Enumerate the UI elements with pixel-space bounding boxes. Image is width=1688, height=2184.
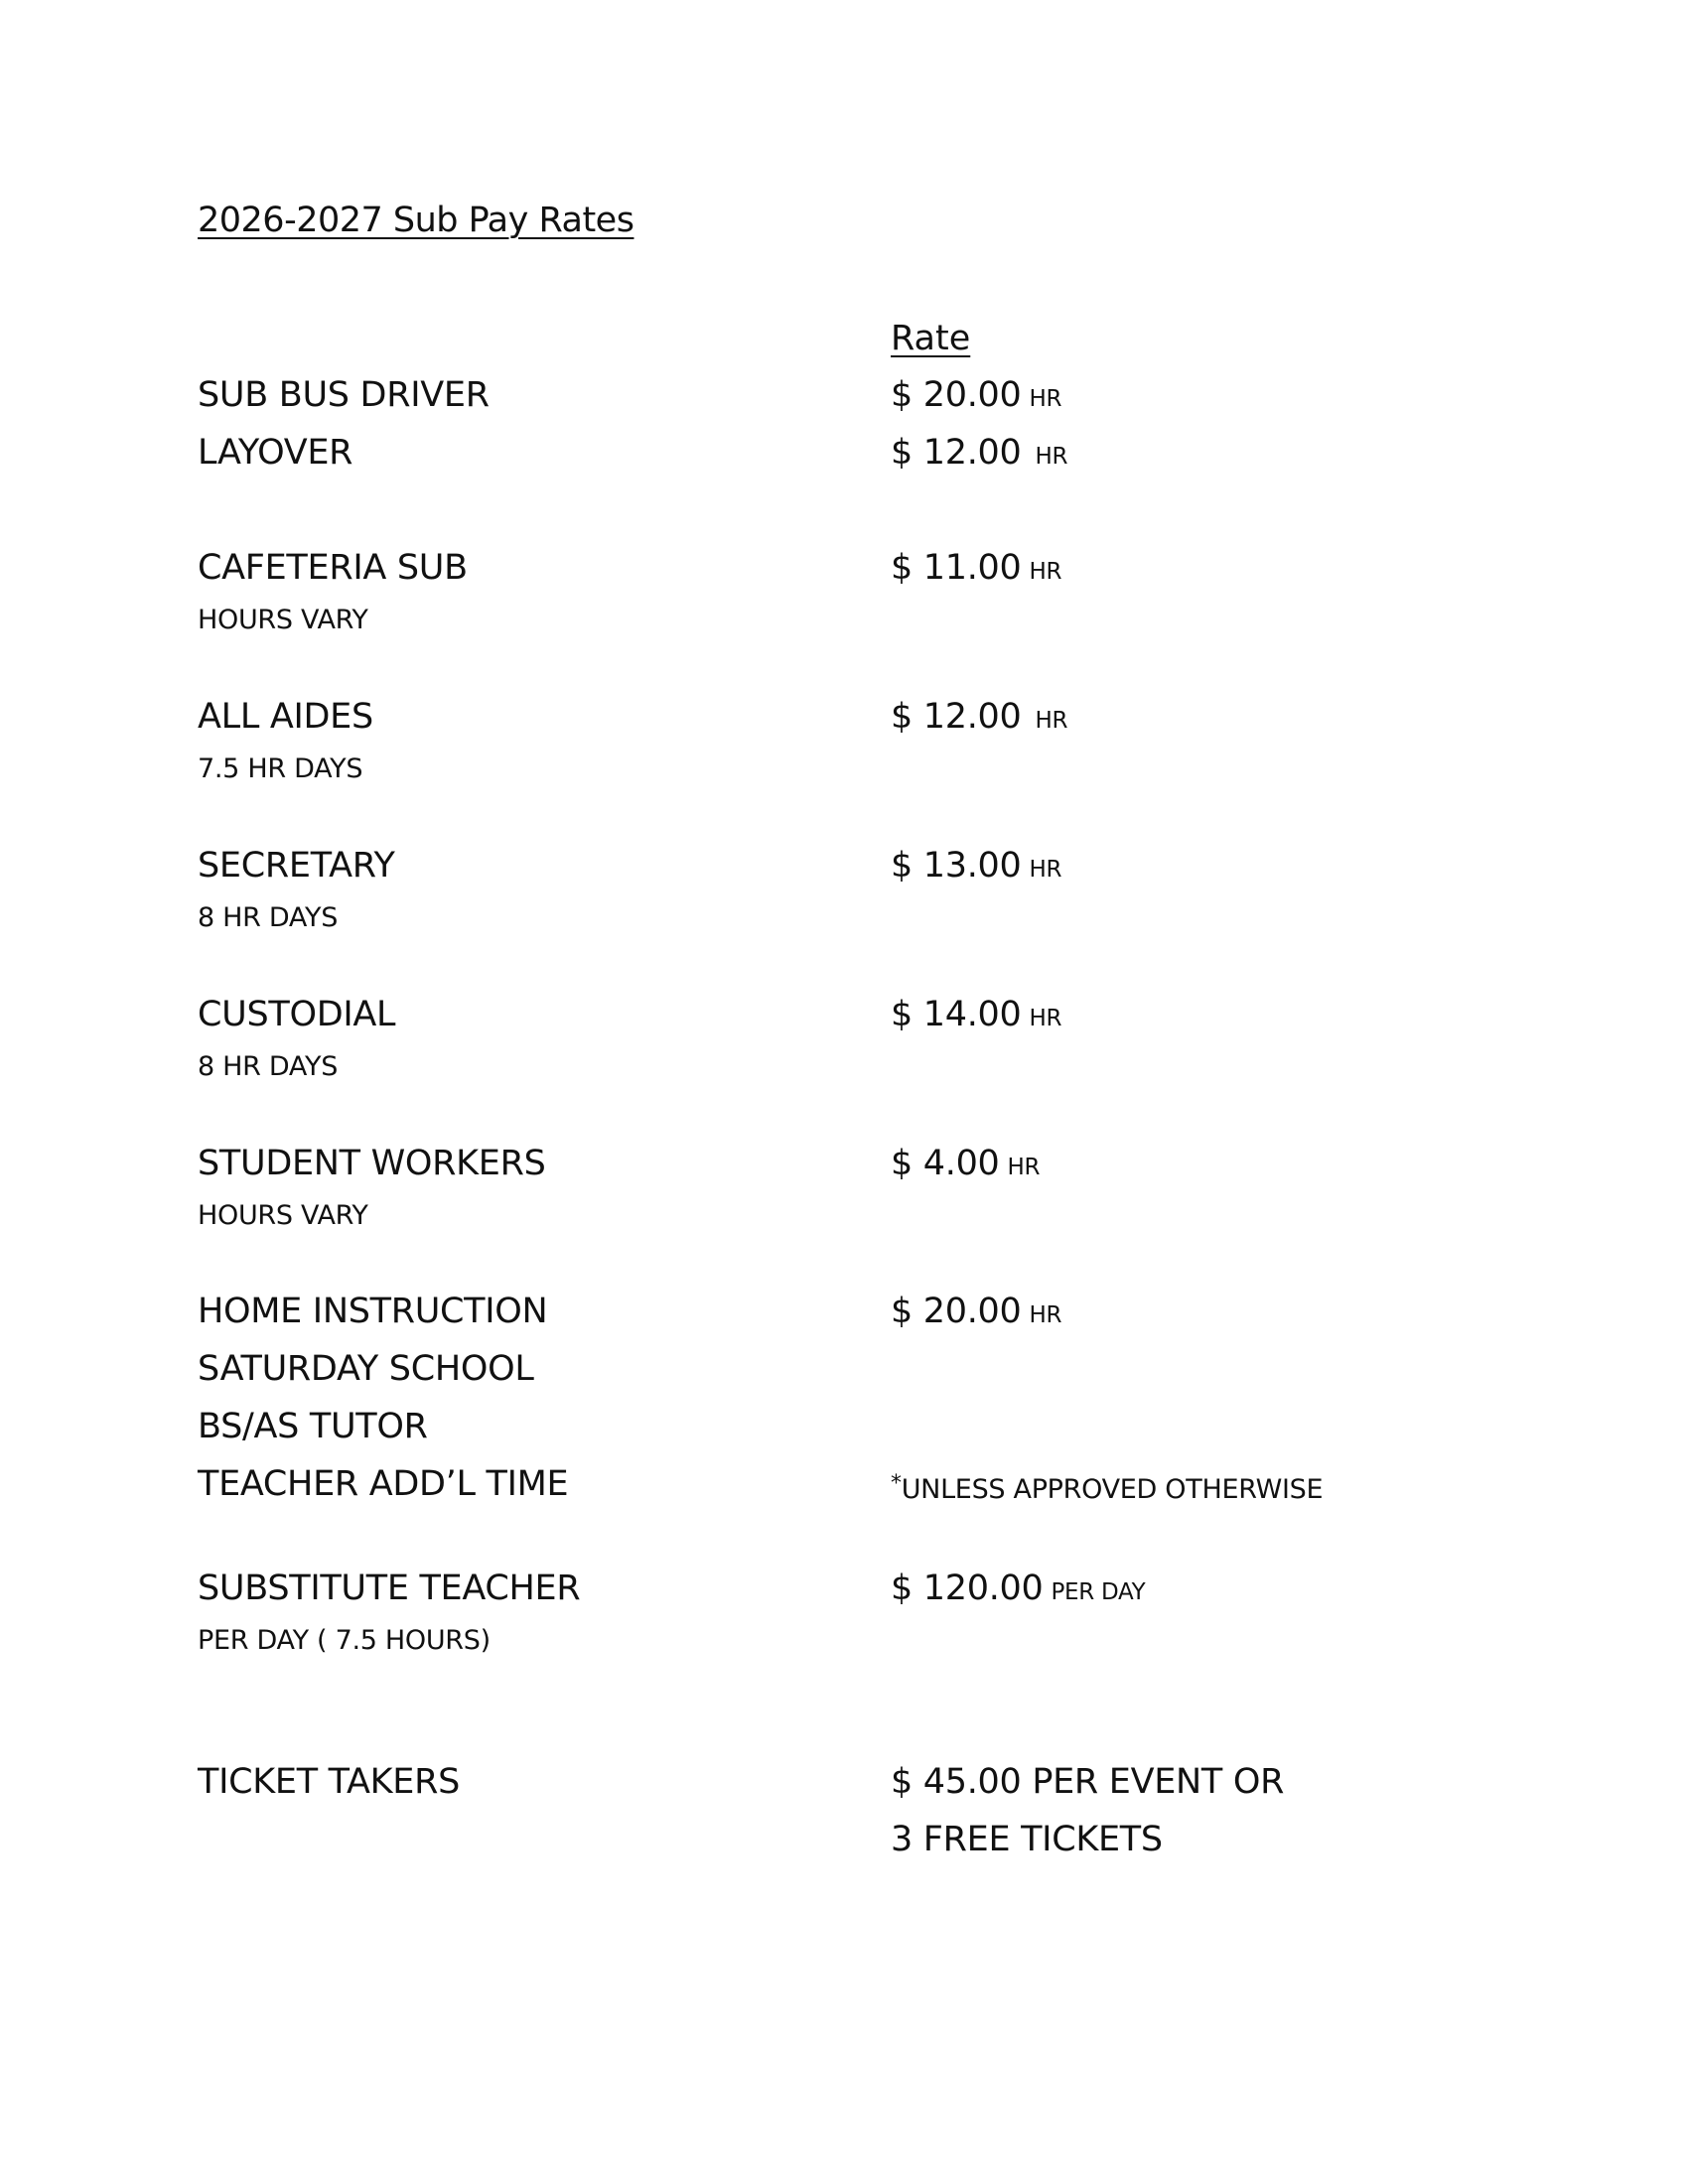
rate-unit: HR	[1035, 444, 1068, 470]
rate-unit: HR	[1029, 559, 1062, 585]
rate-custodial	[891, 995, 1061, 1034]
job-title-custodial: CUSTODIAL	[198, 995, 396, 1034]
rate-unit: HR	[1029, 1006, 1062, 1031]
job-detail-substitute-teacher: PER DAY ( 7.5 HOURS)	[198, 1625, 491, 1656]
rate-value: $ 12.00	[891, 697, 1022, 737]
rate-note	[891, 1471, 1323, 1505]
rate-unit: HR	[1035, 708, 1068, 734]
job-title-bs-as-tutor: BS/AS TUTOR	[198, 1407, 428, 1446]
rate-ticket-takers: $ 45.00 PER EVENT OR	[891, 1762, 1285, 1802]
job-title-saturday-school: SATURDAY SCHOOL	[198, 1349, 534, 1389]
job-title-student-workers: STUDENT WORKERS	[198, 1144, 546, 1183]
rate-value: $ 20.00	[891, 375, 1022, 415]
job-title-home-instruction: HOME INSTRUCTION	[198, 1292, 548, 1331]
rate-unit: HR	[1007, 1155, 1041, 1180]
rate-value: $ 13.00	[891, 846, 1022, 886]
rate-value: $ 20.00	[891, 1292, 1022, 1331]
rate-all-aides	[891, 697, 1067, 737]
rate-value: $ 14.00	[891, 995, 1022, 1034]
job-title-sub-bus-driver: SUB BUS DRIVER	[198, 375, 490, 415]
note-asterisk: *	[891, 1471, 902, 1496]
rate-student-workers	[891, 1144, 1040, 1183]
rate-value: $ 11.00	[891, 548, 1022, 588]
rate-unit: HR	[1029, 1302, 1062, 1328]
note-text: UNLESS APPROVED OTHERWISE	[901, 1474, 1324, 1505]
rate-sub-bus-driver	[891, 375, 1061, 415]
job-detail-secretary: 8 HR DAYS	[198, 902, 339, 933]
rate-layover	[891, 433, 1067, 473]
rate-column-header: Rate	[891, 319, 971, 358]
job-title-substitute-teacher: SUBSTITUTE TEACHER	[198, 1569, 581, 1608]
rate-value: $ 12.00	[891, 433, 1022, 473]
rate-unit: HR	[1029, 857, 1062, 883]
rate-secretary	[891, 846, 1061, 886]
job-title-cafeteria-sub: CAFETERIA SUB	[198, 548, 468, 588]
page-title: 2026-2027 Sub Pay Rates	[198, 201, 634, 240]
rate-home-instruction	[891, 1292, 1061, 1331]
job-detail-student-workers: HOURS VARY	[198, 1200, 368, 1231]
rate-value: $ 4.00	[891, 1144, 1000, 1183]
job-title-layover: LAYOVER	[198, 433, 353, 473]
rate-substitute-teacher	[891, 1569, 1145, 1608]
rate-ticket-takers-alt: 3 FREE TICKETS	[891, 1820, 1163, 1859]
job-title-teacher-addl-time: TEACHER ADD’L TIME	[198, 1464, 569, 1504]
rate-cafeteria-sub	[891, 548, 1061, 588]
job-detail-all-aides: 7.5 HR DAYS	[198, 753, 363, 784]
rate-value: $ 120.00	[891, 1569, 1044, 1608]
job-title-all-aides: ALL AIDES	[198, 697, 373, 737]
job-title-secretary: SECRETARY	[198, 846, 395, 886]
job-title-ticket-takers: TICKET TAKERS	[198, 1762, 461, 1802]
job-detail-cafeteria-sub: HOURS VARY	[198, 605, 368, 635]
job-detail-custodial: 8 HR DAYS	[198, 1051, 339, 1082]
rate-unit: HR	[1029, 386, 1062, 412]
rate-unit: PER DAY	[1051, 1579, 1146, 1605]
